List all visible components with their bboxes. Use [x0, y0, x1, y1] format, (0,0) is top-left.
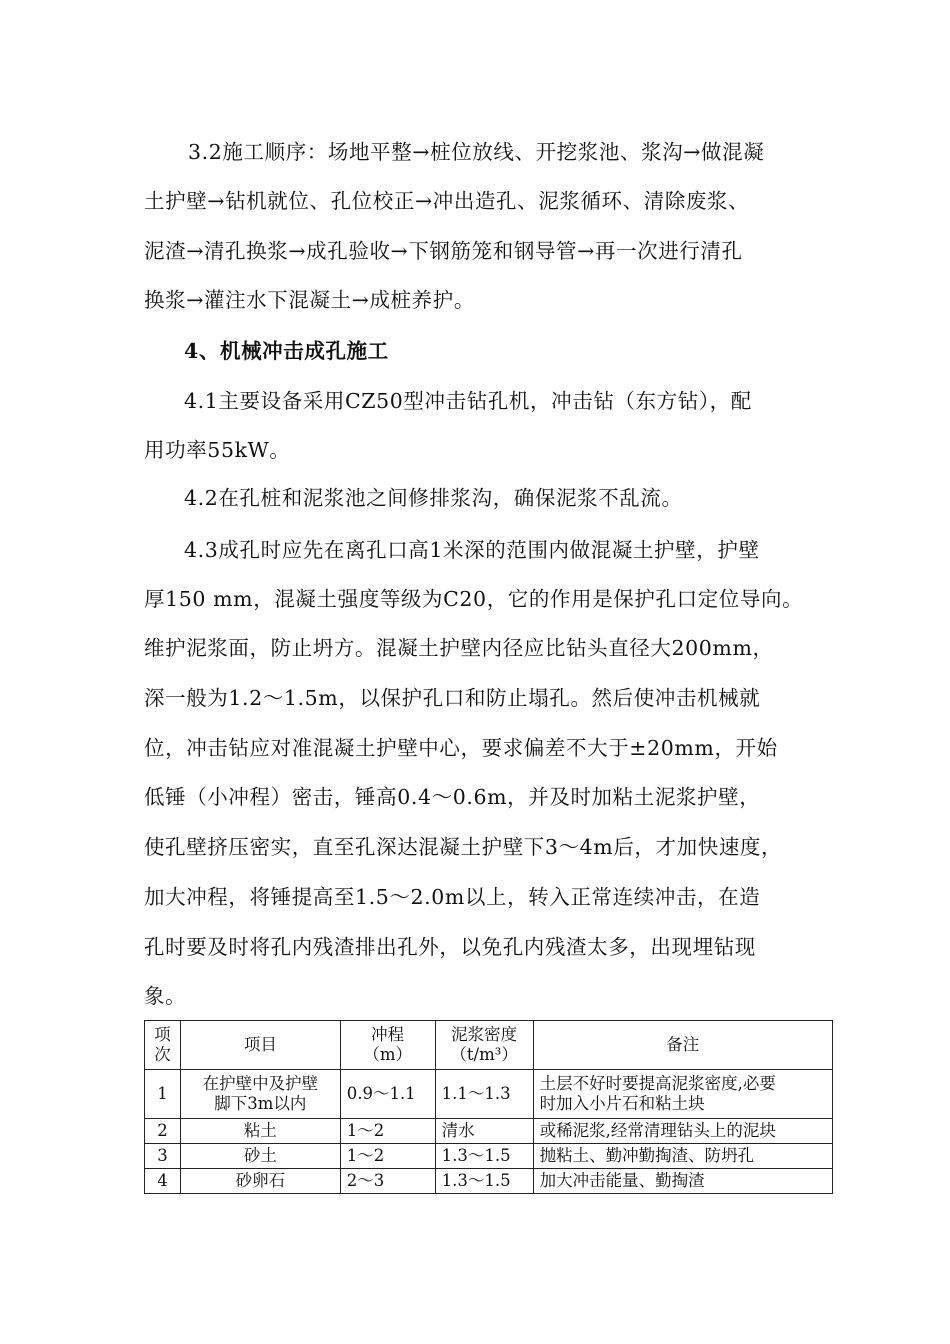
paragraph-3-2-line-1: 3.2施工顺序：场地平整→桩位放线、开挖浆池、浆沟→做混凝: [188, 140, 765, 164]
row-density: 1.3～1.5: [435, 1144, 533, 1169]
header-no-line1: 项: [154, 1025, 171, 1044]
paragraph-4-3-line-1: 4.3成孔时应先在离孔口高1米深的范围内做混凝土护壁，护壁: [184, 538, 760, 562]
row-item: [180, 1070, 340, 1119]
table-row: [145, 1070, 833, 1119]
impact-drilling-parameters-table: [144, 1020, 833, 1194]
header-no: [145, 1021, 181, 1070]
section-heading-4: 4、机械冲击成孔施工: [184, 339, 389, 363]
row-no: 2: [145, 1119, 181, 1144]
row-item: 粘土: [180, 1119, 340, 1144]
row-density: 1.3～1.5: [435, 1169, 533, 1194]
paragraph-4-2: 4.2在孔桩和泥浆池之间修排浆沟，确保泥浆不乱流。: [184, 486, 683, 510]
row-stroke: 1～2: [340, 1119, 435, 1144]
header-remark: 备注: [533, 1021, 832, 1070]
table-row: [145, 1119, 833, 1144]
paragraph-4-3-line-7: 使孔壁挤压密实，直至孔深达混凝土护壁下3～4m后，才加快速度，: [144, 835, 783, 859]
header-density: [435, 1021, 533, 1070]
row-remark: 抛粘土、勤冲勤掏渣、防坍孔: [533, 1144, 832, 1169]
paragraph-4-3-line-2: 厚150 mm，混凝土强度等级为C20，它的作用是保护孔口定位导向。: [144, 587, 804, 611]
table-row: [145, 1169, 833, 1194]
row-no: 1: [145, 1070, 181, 1119]
paragraph-3-2-line-3: 泥渣→清孔换浆→成孔验收→下钢筋笼和钢导管→再一次进行清孔: [144, 239, 743, 263]
row-no: 3: [145, 1144, 181, 1169]
paragraph-4-1-line-2: 用功率55kW。: [144, 438, 291, 462]
paragraph-4-3-line-8: 加大冲程，将锤提高至1.5～2.0m以上，转入正常连续冲击，在造: [144, 885, 761, 909]
header-stroke-line1: 冲程: [371, 1025, 405, 1044]
header-stroke: [340, 1021, 435, 1070]
header-stroke-line2: （m）: [363, 1045, 412, 1064]
row-remark: 或稀泥浆,经常清理钻头上的泥块: [533, 1119, 832, 1144]
row-remark-line2: 时加入小片石和粘土块: [539, 1094, 705, 1113]
row-density: 1.1～1.3: [435, 1070, 533, 1119]
table-row: [145, 1144, 833, 1169]
row-density: 清水: [435, 1119, 533, 1144]
row-remark: 加大冲击能量、勤掏渣: [533, 1169, 832, 1194]
row-item: 砂卵石: [180, 1169, 340, 1194]
paragraph-3-2-line-4: 换浆→灌注水下混凝土→成桩养护。: [144, 288, 475, 312]
paragraph-4-1-line-1: 4.1主要设备采用CZ50型冲击钻孔机，冲击钻（东方钻），配: [184, 389, 752, 413]
header-no-line2: 次: [154, 1045, 171, 1064]
row-stroke: 2～3: [340, 1169, 435, 1194]
paragraph-4-3-line-6: 低锤（小冲程）密击，锤高0.4～0.6m，并及时加粘土泥浆护壁，: [144, 785, 761, 809]
row-item: 砂土: [180, 1144, 340, 1169]
paragraph-4-3-line-9: 孔时要及时将孔内残渣排出孔外，以免孔内残渣太多，出现埋钻现: [144, 935, 756, 959]
header-density-line2: （t/m³）: [450, 1045, 518, 1064]
table-header-row: [145, 1021, 833, 1070]
row-remark-line1: 土层不好时要提高泥浆密度,必要: [539, 1074, 776, 1093]
row-stroke: 1～2: [340, 1144, 435, 1169]
row-item-line2: 脚下3m以内: [214, 1094, 307, 1113]
paragraph-4-3-line-4: 深一般为1.2～1.5m，以保护孔口和防止塌孔。然后使冲击机械就: [144, 686, 761, 710]
row-stroke: 0.9～1.1: [340, 1070, 435, 1119]
header-density-line1: 泥浆密度: [451, 1025, 518, 1044]
row-remark: [533, 1070, 832, 1119]
paragraph-3-2-line-2: 土护壁→钻机就位、孔位校正→冲出造孔、泥浆循环、清除废浆、: [144, 189, 750, 213]
header-item: 项目: [180, 1021, 340, 1070]
paragraph-4-3-line-5: 位，冲击钻应对准混凝土护壁中心，要求偏差不大于±20mm，开始: [144, 736, 778, 760]
row-item-line1: 在护壁中及护壁: [202, 1074, 319, 1093]
row-no: 4: [145, 1169, 181, 1194]
paragraph-4-3-line-10: 象。: [144, 984, 187, 1008]
paragraph-4-3-line-3: 维护泥浆面，防止坍方。混凝土护壁内径应比钻头直径大200mm，: [144, 636, 774, 660]
